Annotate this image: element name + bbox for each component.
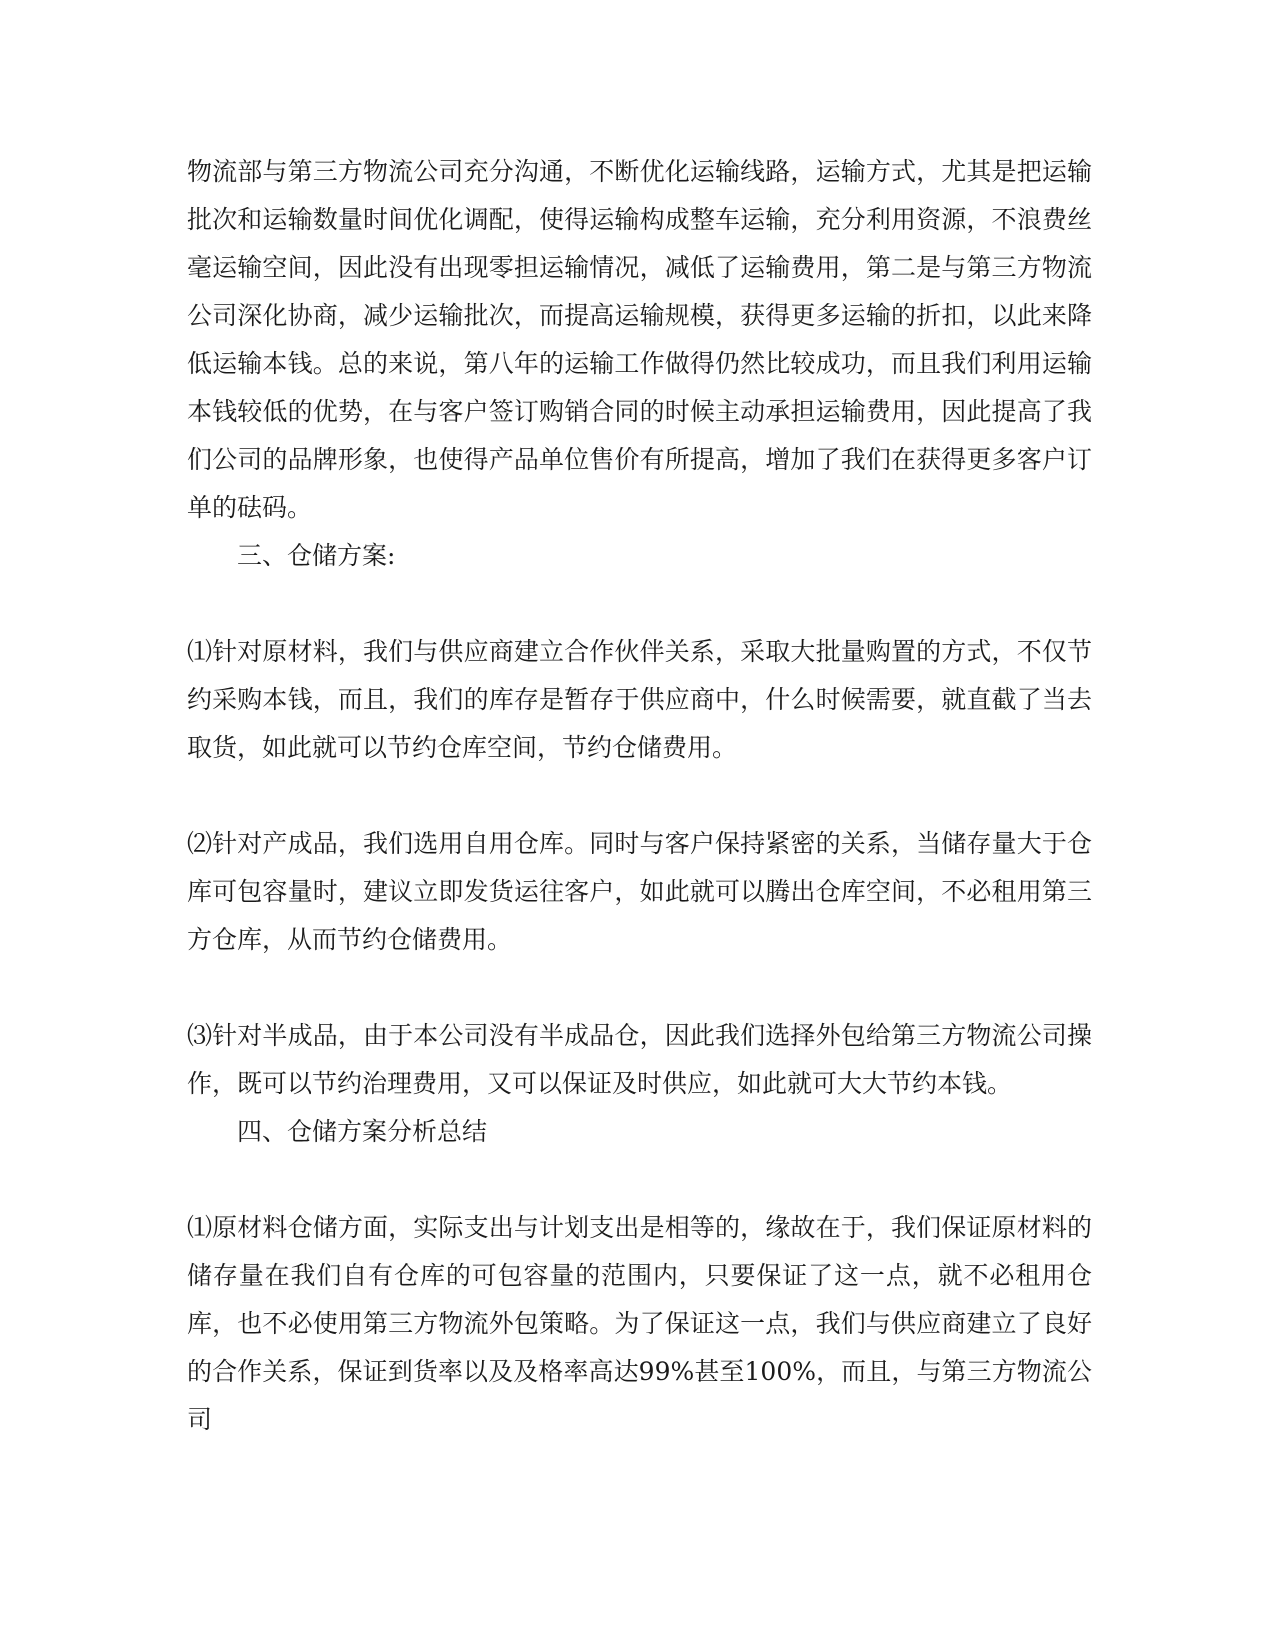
paragraph-transport-summary: 物流部与第三方物流公司充分沟通，不断优化运输线路，运输方式，尤其是把运输批次和运输数量时间优化调配，使得运输构成整车运输，充分利用资源，不浪费丝毫运输空间，因此没有出现零担运输情况，减低了运输费用，第二是与第三方物流公司深化协商，减少运输批次，而提高运输规模，获得更多运输的折扣，以此来降低运输本钱。总的来说，第八年的运输工作做得仍然比较成功，而且我们利用运输本钱较低的优势，在与客户签订购销合同的时候主动承担运输费用，因此提高了我们公司的品牌形象，也使得产品单位售价有所提高，增加了我们在获得更多客户订单的砝码。 [187, 157, 1092, 522]
paragraph-semi-finished-products: ⑶针对半成品，由于本公司没有半成品仓，因此我们选择外包给第三方物流公司操作，既可以节约治理费用，又可以保证及时供应，如此就可大大节约本钱。 [187, 1021, 1092, 1098]
paragraph-raw-materials: ⑴针对原材料，我们与供应商建立合作伙伴关系，采取大批量购置的方式，不仅节约采购本钱，而且，我们的库存是暂存于供应商中，什么时候需要，就直截了当去取货，如此就可以节约仓库空间，节约仓储费用。 [187, 637, 1092, 762]
section-heading-warehousing-plan: 三、仓储方案: [237, 541, 396, 570]
spacer [187, 580, 1092, 628]
spacer [187, 772, 1092, 820]
spacer [187, 964, 1092, 1012]
paragraph-finished-products: ⑵针对产成品，我们选用自用仓库。同时与客户保持紧密的关系，当储存量大于仓库可包容量时，建议立即发货运往客户，如此就可以腾出仓库空间，不必租用第三方仓库，从而节约仓储费用。 [187, 829, 1092, 954]
spacer [187, 1156, 1092, 1204]
section-heading-warehousing-analysis: 四、仓储方案分析总结 [237, 1117, 488, 1146]
paragraph-raw-materials-analysis: ⑴原材料仓储方面，实际支出与计划支出是相等的，缘故在于，我们保证原材料的储存量在我们自有仓库的可包容量的范围内，只要保证了这一点，就不必租用仓库，也不必使用第三方物流外包策略。为了保证这一点，我们与供应商建立了良好的合作关系，保证到货率以及及格率高达99%甚至100%，而且，与第三方物流公司 [187, 1213, 1092, 1434]
document-body [187, 148, 1092, 1444]
